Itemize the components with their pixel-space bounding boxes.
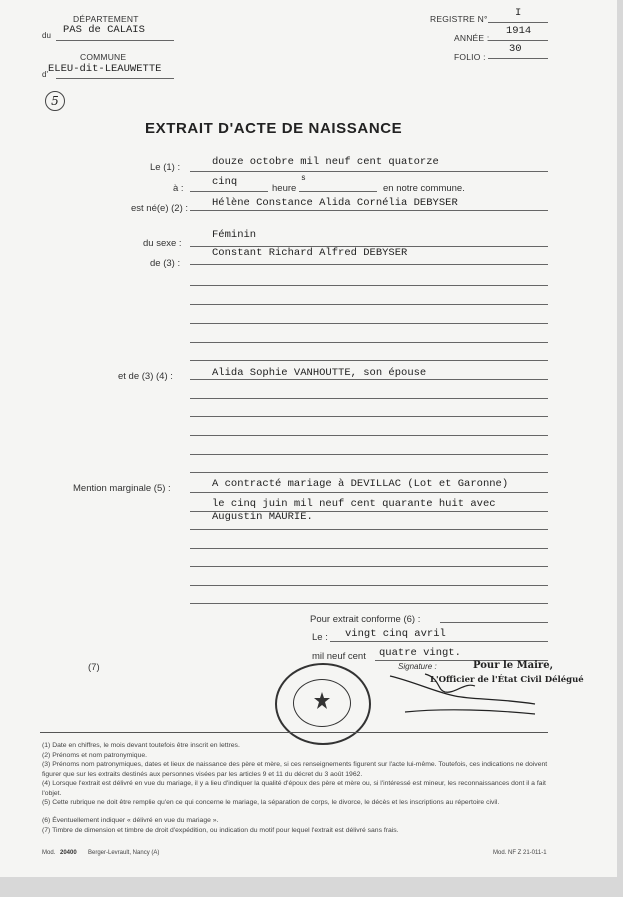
commune-label: COMMUNE xyxy=(80,52,127,62)
pour-extrait-label: Pour extrait conforme (6) : xyxy=(310,614,421,625)
du-prefix: du xyxy=(42,31,51,40)
de-prefix: d' xyxy=(42,70,48,79)
departement-line xyxy=(56,40,174,41)
mention-line-2-text: le cinq juin mil neuf cent quarante huit avec xyxy=(212,498,496,510)
a-line xyxy=(190,191,268,192)
mention-line-4 xyxy=(190,548,548,549)
footnote-separator xyxy=(40,732,548,733)
le-value: douze octobre mil neuf cent quatorze xyxy=(212,156,439,168)
mention-line-5 xyxy=(190,566,548,567)
de-line-2 xyxy=(190,285,548,286)
de-label: de (3) : xyxy=(150,258,181,269)
signature-scribble xyxy=(385,668,545,718)
footnote-4: (4) Lorsque l'extrait est délivré en vue du mariage, il y a lieu d'indiquer la qualité d'époux des père et mère ou, si l'intéressé est mineur, les reconnaissances dont il a fait l'objet. xyxy=(42,780,546,797)
de-line-6 xyxy=(190,360,548,361)
footnote-1: (1) Date en chiffres, le mois devant toutefois être inscrit en lettres. xyxy=(42,742,240,749)
note-seven: (7) xyxy=(88,662,100,673)
annee-label: ANNÉE : xyxy=(454,33,490,43)
footnote-6: (6) Éventuellement indiquer « délivré en vue du mariage ». xyxy=(42,817,219,824)
de-line-4 xyxy=(190,323,548,324)
closing-le-label: Le : xyxy=(312,632,328,643)
footnote-2: (2) Prénoms et nom patronymique. xyxy=(42,752,148,759)
mil-value: quatre vingt. xyxy=(379,647,461,659)
et-de-line-5 xyxy=(190,454,548,455)
est-ne-line xyxy=(190,210,548,211)
a-label: à : xyxy=(173,183,184,194)
norme: Mod. NF Z 21-011-1 xyxy=(493,850,547,856)
folio-line xyxy=(488,58,548,59)
mention-line-1-text: A contracté mariage à DEVILLAC (Lot et Garonne) xyxy=(212,478,509,490)
de-value: Constant Richard Alfred DEBYSER xyxy=(212,247,408,259)
mention-line-6 xyxy=(190,585,548,586)
footnote-3: (3) Prénoms nom patronymiques, dates et lieux de naissance des père et mère, si ces renseignements figurent sur l'acte lui-même. Toutefois, ces indications ne doivent figurer que sur les extraits destinés aux personnes visées par les articles 9 et 11 du décret du 3 août 1962. xyxy=(42,761,548,778)
heure-label: heure xyxy=(272,183,297,194)
de-line-5 xyxy=(190,342,548,343)
registre-line xyxy=(488,22,548,23)
annee-line xyxy=(488,40,548,41)
le-label: Le (1) : xyxy=(150,162,181,173)
circled-number: 5 xyxy=(45,91,65,111)
pour-extrait-line xyxy=(440,622,548,623)
et-de-line-3 xyxy=(190,416,548,417)
page-title: EXTRAIT D'ACTE DE NAISSANCE xyxy=(145,120,403,137)
heure-suffix: s xyxy=(301,174,306,183)
footnote-7: (7) Timbre de dimension et timbre de droit d'expédition, ou indication du motif pour lequel l'extrait est délivré sans frais. xyxy=(42,827,399,834)
a-value: cinq xyxy=(212,176,238,188)
mil-label: mil neuf cent xyxy=(312,651,366,662)
et-de-label: et de (3) (4) : xyxy=(118,371,173,382)
folio-label: FOLIO : xyxy=(454,52,486,62)
mention-line-7 xyxy=(190,603,548,604)
mod-number: 20400 xyxy=(60,850,77,856)
et-de-line-2 xyxy=(190,398,548,399)
commune-line xyxy=(56,78,174,79)
est-ne-value: Hélène Constance Alida Cornélia DEBYSER xyxy=(212,197,458,209)
et-de-line-6 xyxy=(190,472,548,473)
sexe-value: Féminin xyxy=(212,229,257,241)
publisher: Berger-Levrault, Nancy (A) xyxy=(88,850,160,856)
departement-value: PAS de CALAIS xyxy=(63,24,145,36)
de-line-3 xyxy=(190,304,548,305)
commune-value: ELEU-dit-LEAUWETTE xyxy=(48,63,162,75)
stamp-emblem-icon xyxy=(312,691,332,713)
mention-line-3 xyxy=(190,529,548,530)
departement-label: DÉPARTEMENT xyxy=(73,14,139,24)
annee-value: 1914 xyxy=(506,25,532,37)
registre-label: REGISTRE N° xyxy=(430,14,488,24)
notre-commune-text: en notre commune. xyxy=(383,183,465,194)
le-line xyxy=(190,171,548,172)
et-de-line-4 xyxy=(190,435,548,436)
de-line-1 xyxy=(190,264,548,265)
heure-line xyxy=(299,191,377,192)
pour-le-maire: Pour le Maire, xyxy=(473,660,554,671)
mention-label: Mention marginale (5) : xyxy=(73,483,171,494)
footnote-5: (5) Cette rubrique ne doit être remplie qu'en ce qui concerne le mariage, la séparation de corps, le divorce, le décès et les inscriptions au répertoire civil. xyxy=(42,799,500,806)
folio-value: 30 xyxy=(509,43,522,55)
signature-label: Signature : xyxy=(398,662,437,671)
sexe-label: du sexe : xyxy=(143,238,182,249)
et-de-line-1 xyxy=(190,379,548,380)
closing-le-value: vingt cinq avril xyxy=(345,628,446,640)
registre-value: I xyxy=(515,7,522,19)
mention-line-3-text: Augustin MAURIE. xyxy=(212,511,313,523)
officier-text: L'Officier de l'État Civil Délégué xyxy=(430,675,584,685)
mod-label: Mod. xyxy=(42,850,56,856)
est-ne-label: est né(e) (2) : xyxy=(131,203,189,214)
closing-le-line xyxy=(330,641,548,642)
et-de-value: Alida Sophie VANHOUTTE, son épouse xyxy=(212,367,427,379)
mention-line-1 xyxy=(190,492,548,493)
